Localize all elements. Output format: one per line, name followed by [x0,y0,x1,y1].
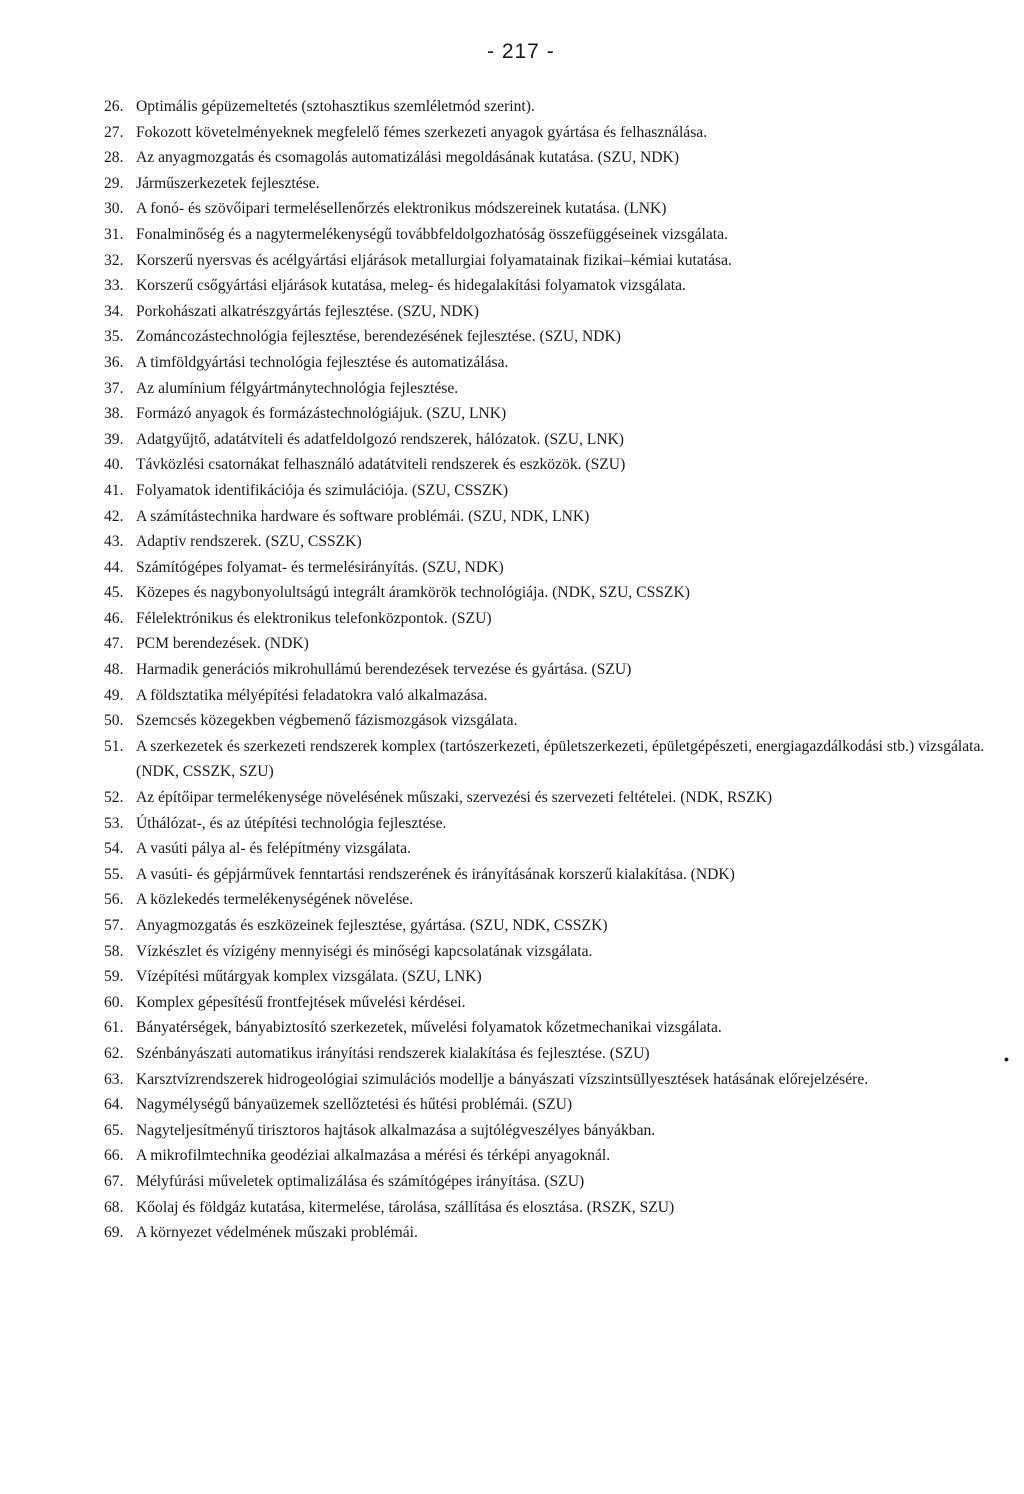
item-number: 27. [104,123,124,141]
item-number: 39. [104,430,124,448]
list-item [104,631,994,657]
list-item [104,145,994,171]
item-number: 56. [104,891,124,909]
list-item [104,1220,994,1246]
list-item [104,555,994,581]
list-item [104,427,994,453]
item-text: A szerkezetek és szerkezeti rendszerek komplex (tartószerkezeti, épületszerkezeti, épületgépészeti, energiagazdálkodási stb.) vizsgálata. (NDK, CSSZK, SZU) [136,737,985,781]
item-text: Karsztvízrendszerek hidrogeológiai szimulációs modellje a bányászati vízszintsüllyesztések hatásának előrejelzésére. [136,1070,869,1088]
item-number: 52. [104,789,124,807]
item-text: A környezet védelmének műszaki problémái. [136,1224,418,1242]
item-number: 49. [104,686,124,704]
item-number: 54. [104,840,124,858]
item-text: Közepes és nagybonyolultságú integrált áramkörök technológiája. (NDK, SZU, CSSZK) [136,584,690,602]
item-number: 45. [104,584,124,602]
list-item [104,811,994,837]
item-number: 42. [104,507,124,525]
item-number: 43. [104,533,124,551]
list-item [104,683,994,709]
item-text: Úthálózat-, és az útépítési technológia fejlesztése. [136,814,447,832]
item-text: A mikrofilmtechnika geodéziai alkalmazása a mérési és térképi anyagoknál. [136,1147,611,1165]
list-item [104,376,994,402]
item-number: 35. [104,328,124,346]
item-number: 63. [104,1070,124,1088]
list-item [104,1067,994,1093]
list-item [104,836,994,862]
item-text: Optimális gépüzemeltetés (sztohasztikus szemléletmód szerint). [136,98,535,115]
list-item [104,657,994,683]
item-number: 46. [104,609,124,627]
item-text: Számítógépes folyamat- és termelésirányítás. (SZU, NDK) [136,558,504,576]
item-text: A vasúti- és gépjárművek fenntartási rendszerének és irányításának korszerű kialakítása. (NDK) [136,865,735,883]
item-text: Kőolaj és földgáz kutatása, kitermelése, tárolása, szállítása és elosztása. (RSZK, SZU) [136,1198,675,1216]
list-item [104,580,994,606]
item-text: Porkohászati alkatrészgyártás fejlesztése. (SZU, NDK) [136,302,479,320]
list-item [104,94,994,120]
list-item [104,1169,994,1195]
list-item [104,1143,994,1169]
list-item [104,196,994,222]
item-text: A fonó- és szövőipari termelésellenőrzés elektronikus módszereinek kutatása. (LNK) [136,200,667,218]
item-number: 28. [104,149,124,167]
item-text: PCM berendezések. (NDK) [136,635,309,653]
list-item [104,350,994,376]
item-number: 34. [104,302,124,320]
list-item [104,324,994,350]
item-text: Az alumínium félgyártmánytechnológia fejlesztése. [136,379,459,397]
item-number: 36. [104,353,124,371]
list-item [104,120,994,146]
margin-mark: • [1004,1051,1009,1067]
item-number: 65. [104,1121,124,1139]
item-text: Félelektrónikus és elektronikus telefonközpontok. (SZU) [136,609,492,627]
item-number: 51. [104,737,124,755]
item-number: 62. [104,1044,124,1062]
list-item [104,1041,994,1067]
item-text: Bányatérségek, bányabiztosító szerkezetek, művelési folyamatok kőzetmechanikai vizsgálata. [136,1019,722,1037]
item-number: 31. [104,225,124,243]
item-text: Vízkészlet és vízigény mennyiségi és minőségi kapcsolatának vizsgálata. [136,942,593,960]
item-text: A közlekedés termelékenységének növelése. [136,891,414,909]
item-text: A vasúti pálya al- és felépítmény vizsgálata. [136,840,411,858]
item-text: Vízépítési műtárgyak komplex vizsgálata. (SZU, LNK) [136,968,482,986]
item-text: Mélyfúrási műveletek optimalizálása és számítógépes irányítása. (SZU) [136,1172,585,1190]
research-topic-list [104,94,994,1246]
list-item [104,529,994,555]
item-text: Nagyteljesítményű tirisztoros hajtások alkalmazása a sujtólégveszélyes bányákban. [136,1121,656,1139]
list-item [104,862,994,888]
list-item [104,990,994,1016]
item-number: 67. [104,1172,124,1190]
list-item [104,964,994,990]
list-item [104,887,994,913]
item-number: 57. [104,917,124,934]
item-text: Fonalminőség és a nagytermelékenységű továbbfeldolgozhatóság összefüggéseinek vizsgálata. [136,225,728,243]
item-number: 58. [104,942,124,960]
item-number: 55. [104,865,124,883]
item-number: 60. [104,993,124,1011]
item-number: 44. [104,558,124,576]
list-item [104,1118,994,1144]
item-number: 40. [104,456,124,474]
item-number: 59. [104,968,124,986]
item-text: Nagymélységű bányaüzemek szellőztetési és hűtési problémái. (SZU) [136,1096,573,1114]
item-text: Anyagmozgatás és eszközeinek fejlesztése, gyártása. (SZU, NDK, CSSZK) [136,917,608,934]
list-item [104,248,994,274]
list-item [104,734,994,785]
list-item [104,939,994,965]
item-number: 66. [104,1147,124,1165]
item-text: Formázó anyagok és formázástechnológiájuk. (SZU, LNK) [136,405,507,423]
item-number: 64. [104,1096,124,1114]
item-text: A földsztatika mélyépítési feladatokra való alkalmazása. [136,686,488,704]
item-number: 41. [104,481,124,499]
item-number: 33. [104,277,124,295]
list-item [104,913,994,939]
item-number: 53. [104,814,124,832]
item-number: 47. [104,635,124,653]
list-item [104,401,994,427]
item-number: 32. [104,251,124,269]
list-item [104,1092,994,1118]
item-text: Korszerű csőgyártási eljárások kutatása, meleg- és hidegalakítási folyamatok vizsgálata. [136,277,686,295]
item-text: Adaptiv rendszerek. (SZU, CSSZK) [136,533,362,551]
item-number: 48. [104,661,124,679]
item-text: Komplex gépesítésű frontfejtések művelési kérdései. [136,993,466,1011]
page-number: - 217 - [487,40,555,63]
list-item [104,606,994,632]
item-text: Harmadik generációs mikrohullámú berendezések tervezése és gyártása. (SZU) [136,661,632,679]
item-number: 50. [104,712,124,730]
list-item [104,171,994,197]
item-number: 38. [104,405,124,423]
item-text: Folyamatok identifikációja és szimulációja. (SZU, CSSZK) [136,481,509,499]
list-item [104,785,994,811]
item-number: 69. [104,1224,124,1242]
item-text: Zománcozástechnológia fejlesztése, berendezésének fejlesztése. (SZU, NDK) [136,328,621,346]
item-text: A számítástechnika hardware és software problémái. (SZU, NDK, LNK) [136,507,590,525]
item-text: Adatgyűjtő, adatátviteli és adatfeldolgozó rendszerek, hálózatok. (SZU, LNK) [136,430,625,448]
list-item [104,1015,994,1041]
list-item [104,222,994,248]
item-number: 26. [104,98,124,115]
list-item [104,452,994,478]
list-item [104,273,994,299]
item-number: 68. [104,1198,124,1216]
list-item [104,1195,994,1221]
list-item [104,504,994,530]
list-item [104,299,994,325]
item-text: Távközlési csatornákat felhasználó adatátviteli rendszerek és eszközök. (SZU) [136,456,626,474]
list-item [104,708,994,734]
item-text: Korszerű nyersvas és acélgyártási eljárások metallurgiai folyamatainak fizikai–kémiai kutatása. [136,251,732,269]
item-text: Az anyagmozgatás és csomagolás automatizálási megoldásának kutatása. (SZU, NDK) [136,149,680,167]
item-number: 61. [104,1019,124,1037]
item-text: Szemcsés közegekben végbemenő fázismozgások vizsgálata. [136,712,518,730]
list-item [104,478,994,504]
item-text: Az építőipar termelékenysége növelésének műszaki, szervezési és szervezeti feltételei. (NDK, RSZK) [136,789,773,807]
item-text: Szénbányászati automatikus irányítási rendszerek kialakítása és fejlesztése. (SZU) [136,1044,650,1062]
item-number: 30. [104,200,124,218]
item-number: 37. [104,379,124,397]
item-text: A timföldgyártási technológia fejlesztése és automatizálása. [136,353,509,371]
item-text: Járműszerkezetek fejlesztése. [136,174,320,192]
item-number: 29. [104,174,124,192]
item-text: Fokozott követelményeknek megfelelő fémes szerkezeti anyagok gyártása és felhasználása. [136,123,708,141]
